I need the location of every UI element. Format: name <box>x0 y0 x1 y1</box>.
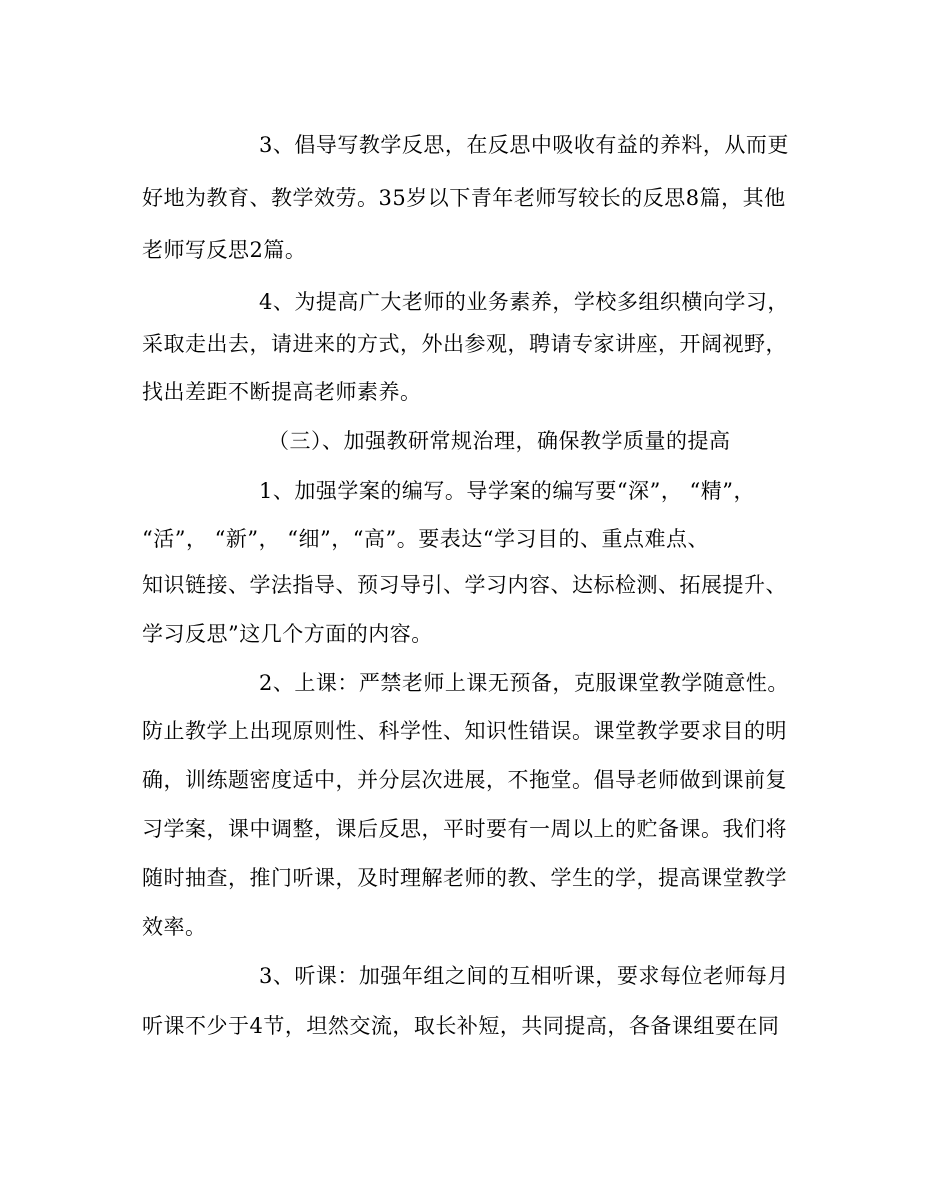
item-3-line-1: 3、听课：加强年组之间的互相听课，要求每位老师每月 <box>259 964 789 988</box>
item-2-line-5: 随时抽查，推门听课，及时理解老师的教、学生的学，提高课堂教学 <box>142 866 787 890</box>
item-1-line-1: 1、加强学案的编写。导学案的编写要“深”， “精”， <box>259 479 755 503</box>
paragraph-4-line-2: 采取走出去，请进来的方式，外出参观，聘请专家讲座，开阔视野， <box>142 332 787 356</box>
paragraph-4-line-1: 4、为提高广大老师的业务素养，学校多组织横向学习， <box>259 290 789 314</box>
item-1-line-4: 学习反思”这几个方面的内容。 <box>142 622 433 646</box>
item-1-line-2: “活”， “新”， “细”，“高”。要表达“学习目的、重点难点、 <box>142 527 709 551</box>
paragraph-3-line-2: 好地为教育、教学效劳。35岁以下青年老师写较长的反思8篇，其他 <box>142 186 786 210</box>
item-2-line-4: 习学案，课中调整，课后反思，平时要有一周以上的贮备课。我们将 <box>142 817 787 841</box>
item-1-line-3: 知识链接、学法指导、预习导引、学习内容、达标检测、拓展提升、 <box>142 573 787 597</box>
item-3-line-2: 听课不少于4节，坦然交流，取长补短，共同提高，各备课组要在同 <box>142 1014 780 1038</box>
item-2-line-3: 确，训练题密度适中，并分层次进展，不拖堂。倡导老师做到课前复 <box>142 768 787 792</box>
item-2-line-6: 效率。 <box>142 915 207 939</box>
paragraph-3-line-3: 老师写反思2篇。 <box>142 238 307 262</box>
item-2-line-1: 2、上课：严禁老师上课无预备，克服课堂教学随意性。 <box>259 671 789 695</box>
paragraph-4-line-3: 找出差距不断提高老师素养。 <box>142 380 422 404</box>
section-heading: （三）、加强教研常规治理，确保教学质量的提高 <box>268 429 731 453</box>
item-2-line-2: 防止教学上出现原则性、科学性、知识性错误。课堂教学要求目的明 <box>142 719 787 743</box>
paragraph-3-line-1: 3、倡导写教学反思，在反思中吸收有益的养料，从而更 <box>259 133 789 157</box>
